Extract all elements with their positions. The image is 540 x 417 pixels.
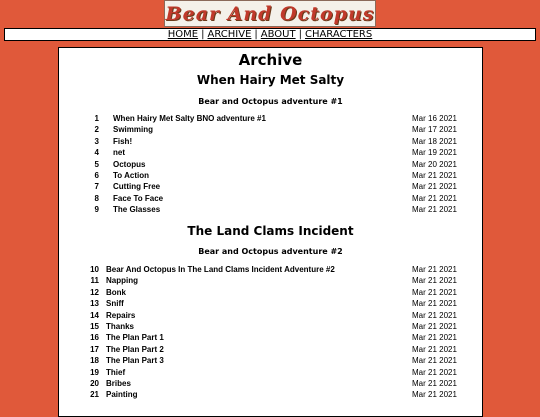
archive-entry-number: 7 xyxy=(94,182,99,192)
archive-entry-date: Mar 18 2021 xyxy=(412,136,457,146)
archive-entry-link[interactable]: When Hairy Met Salty BNO adventure #1 xyxy=(113,114,266,123)
archive-entry-date: Mar 21 2021 xyxy=(412,379,457,388)
top-nav xyxy=(4,28,536,41)
archive-entry-date: Mar 21 2021 xyxy=(412,344,457,354)
archive-entry-date: Mar 21 2021 xyxy=(412,390,457,400)
archive-row xyxy=(59,356,482,367)
nav-separator: | xyxy=(254,29,258,40)
section-subtitle: Bear and Octopus adventure #2 xyxy=(198,247,343,256)
archive-row xyxy=(59,160,482,171)
archive-row xyxy=(59,322,482,333)
archive-entry-number: 8 xyxy=(94,193,99,203)
archive-entry-date: Mar 21 2021 xyxy=(412,333,457,343)
archive-entry-number: 2 xyxy=(94,125,99,135)
section-title: The Land Clams Incident xyxy=(187,224,354,238)
archive-entry-number: 19 xyxy=(90,367,99,377)
archive-row xyxy=(59,333,482,344)
nav-characters-link[interactable]: CHARACTERS xyxy=(304,29,373,40)
archive-entry-date: Mar 21 2021 xyxy=(412,171,457,180)
archive-entry-date: Mar 21 2021 xyxy=(412,299,457,309)
archive-entry-link[interactable]: Face To Face xyxy=(113,193,164,203)
archive-entry-link[interactable]: Swimming xyxy=(113,125,154,135)
archive-entry-number: 20 xyxy=(90,379,99,388)
archive-entry-link[interactable]: Octopus xyxy=(113,159,146,169)
archive-row xyxy=(59,137,482,148)
site-logo[interactable] xyxy=(164,0,376,27)
archive-entry-link[interactable]: The Glasses xyxy=(113,205,161,215)
archive-entry-number: 3 xyxy=(94,136,99,146)
section-title: When Hairy Met Salty xyxy=(196,73,345,87)
archive-row xyxy=(59,345,482,356)
archive-row xyxy=(59,114,482,125)
archive-entry-link[interactable]: net xyxy=(113,148,125,158)
archive-entry-link[interactable]: Thanks xyxy=(106,322,135,331)
archive-entry-link[interactable]: Bribes xyxy=(106,379,131,388)
archive-row xyxy=(59,205,482,216)
archive-entry-link[interactable]: Bonk xyxy=(106,287,126,297)
archive-entry-date: Mar 21 2021 xyxy=(412,322,457,331)
archive-row xyxy=(59,276,482,287)
archive-row xyxy=(59,194,482,205)
page-title: Archive xyxy=(238,51,303,69)
archive-panel xyxy=(58,47,483,417)
archive-entry-link[interactable]: Bear And Octopus In The Land Clams Incident Adventure #2 xyxy=(106,265,335,274)
archive-entry-date: Mar 19 2021 xyxy=(412,148,457,158)
archive-entry-date: Mar 16 2021 xyxy=(412,114,457,123)
archive-row xyxy=(59,368,482,379)
archive-row xyxy=(59,148,482,159)
archive-entry-date: Mar 21 2021 xyxy=(412,287,457,297)
archive-entry-number: 21 xyxy=(90,390,99,400)
archive-entry-number: 11 xyxy=(90,276,99,286)
archive-entry-number: 15 xyxy=(90,322,99,331)
archive-entry-link[interactable]: Thief xyxy=(106,367,126,377)
archive-entry-number: 12 xyxy=(90,287,99,297)
archive-entry-date: Mar 21 2021 xyxy=(412,193,457,203)
nav-separator: | xyxy=(201,29,205,40)
archive-entry-number: 1 xyxy=(94,114,99,123)
archive-entry-date: Mar 20 2021 xyxy=(412,159,457,169)
archive-row xyxy=(59,288,482,299)
archive-row xyxy=(59,299,482,310)
archive-row xyxy=(59,311,482,322)
archive-entry-link[interactable]: The Plan Part 3 xyxy=(106,356,164,366)
archive-row xyxy=(59,182,482,193)
archive-entry-number: 5 xyxy=(94,159,99,169)
archive-row xyxy=(59,265,482,276)
archive-entry-number: 16 xyxy=(90,333,99,343)
archive-entry-date: Mar 17 2021 xyxy=(412,125,457,135)
archive-row xyxy=(59,125,482,136)
archive-entry-date: Mar 21 2021 xyxy=(412,276,457,286)
archive-entry-number: 18 xyxy=(90,356,99,366)
archive-entry-number: 13 xyxy=(90,299,99,309)
archive-entry-link[interactable]: Sniff xyxy=(106,299,124,309)
archive-entry-date: Mar 21 2021 xyxy=(412,367,457,377)
archive-entry-date: Mar 21 2021 xyxy=(412,310,457,320)
nav-archive-link[interactable]: ARCHIVE xyxy=(207,29,252,40)
archive-entry-link[interactable]: To Action xyxy=(113,171,149,180)
site-logo-text: Bear And Octopus xyxy=(165,2,375,25)
archive-row xyxy=(59,171,482,182)
archive-entry-link[interactable]: Fish! xyxy=(113,136,133,146)
archive-entry-number: 4 xyxy=(94,148,99,158)
archive-entry-link[interactable]: Repairs xyxy=(106,310,136,320)
archive-entry-link[interactable]: Painting xyxy=(106,390,138,400)
archive-entry-number: 6 xyxy=(94,171,99,180)
archive-entry-link[interactable]: Cutting Free xyxy=(113,182,161,192)
archive-row xyxy=(59,379,482,390)
archive-entry-link[interactable]: The Plan Part 2 xyxy=(106,344,164,354)
archive-entry-number: 17 xyxy=(90,344,99,354)
nav-separator: | xyxy=(298,29,302,40)
nav-about-link[interactable]: ABOUT xyxy=(260,29,296,40)
archive-entry-number: 9 xyxy=(94,205,99,215)
archive-entry-number: 10 xyxy=(90,265,99,274)
archive-entry-date: Mar 21 2021 xyxy=(412,205,457,215)
nav-home-link[interactable]: HOME xyxy=(167,29,199,40)
archive-entry-link[interactable]: Napping xyxy=(106,276,138,286)
archive-entry-date: Mar 21 2021 xyxy=(412,356,457,366)
archive-row xyxy=(59,390,482,401)
archive-entry-number: 14 xyxy=(90,310,99,320)
archive-entry-date: Mar 21 2021 xyxy=(412,265,457,274)
section-subtitle: Bear and Octopus adventure #1 xyxy=(198,97,343,106)
archive-entry-link[interactable]: The Plan Part 1 xyxy=(106,333,164,343)
archive-entry-date: Mar 21 2021 xyxy=(412,182,457,192)
